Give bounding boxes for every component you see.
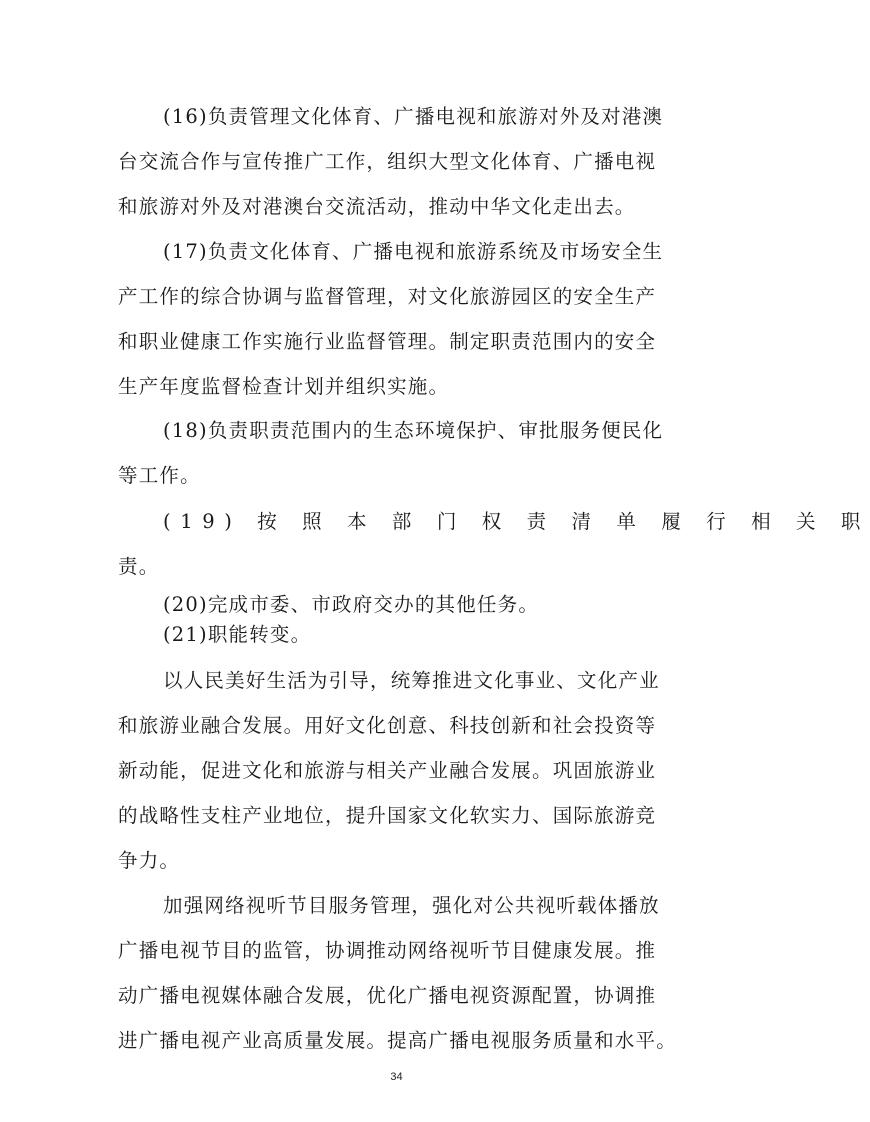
- text-line: 和旅游对外及对港澳台交流活动，推动中华文化走出去。: [118, 195, 636, 218]
- text-line: (18)负责职责范围内的生态环境保护、审批服务便民化: [163, 419, 664, 442]
- text-line: 责。: [118, 555, 160, 578]
- text-line: (17)负责文化体育、广播电视和旅游系统及市场安全生: [163, 240, 664, 263]
- text-line: 和旅游业融合发展。用好文化创意、科技创新和社会投资等: [118, 714, 657, 737]
- text-line: 以人民美好生活为引导，统筹推进文化事业、文化产业: [163, 669, 660, 692]
- text-line: 和职业健康工作实施行业监督管理。制定职责范围内的安全: [118, 330, 657, 353]
- text-line: 生产年度监督检查计划并组织实施。: [118, 375, 450, 398]
- text-line: 的战略性支柱产业地位，提升国家文化软实力、国际旅游竞: [118, 804, 657, 827]
- text-line: 动广播电视媒体融合发展，优化广播电视资源配置，协调推: [118, 984, 657, 1007]
- text-line: (19) 按 照 本 部 门 权 责 清 单 履 行 相 关 职: [163, 510, 870, 533]
- text-line: 产工作的综合协调与监督管理，对文化旅游园区的安全生产: [118, 285, 657, 308]
- page-number: 34: [390, 1071, 403, 1083]
- text-line: 新动能，促进文化和旅游与相关产业融合发展。巩固旅游业: [118, 759, 657, 782]
- text-line: 加强网络视听节目服务管理，强化对公共视听载体播放: [163, 894, 660, 917]
- text-line: 等工作。: [118, 464, 201, 487]
- text-line: (16)负责管理文化体育、广播电视和旅游对外及对港澳: [163, 105, 664, 128]
- text-line: 进广播电视产业高质量发展。提高广播电视服务质量和水平。: [118, 1029, 677, 1052]
- text-line: 广播电视节目的监管，协调推动网络视听节目健康发展。推: [118, 939, 657, 962]
- text-line: 台交流合作与宣传推广工作，组织大型文化体育、广播电视: [118, 150, 657, 173]
- text-line: 争力。: [118, 849, 181, 872]
- text-line: (20)完成市委、市政府交办的其他任务。: [163, 593, 540, 616]
- text-line: (21)职能转变。: [163, 623, 312, 646]
